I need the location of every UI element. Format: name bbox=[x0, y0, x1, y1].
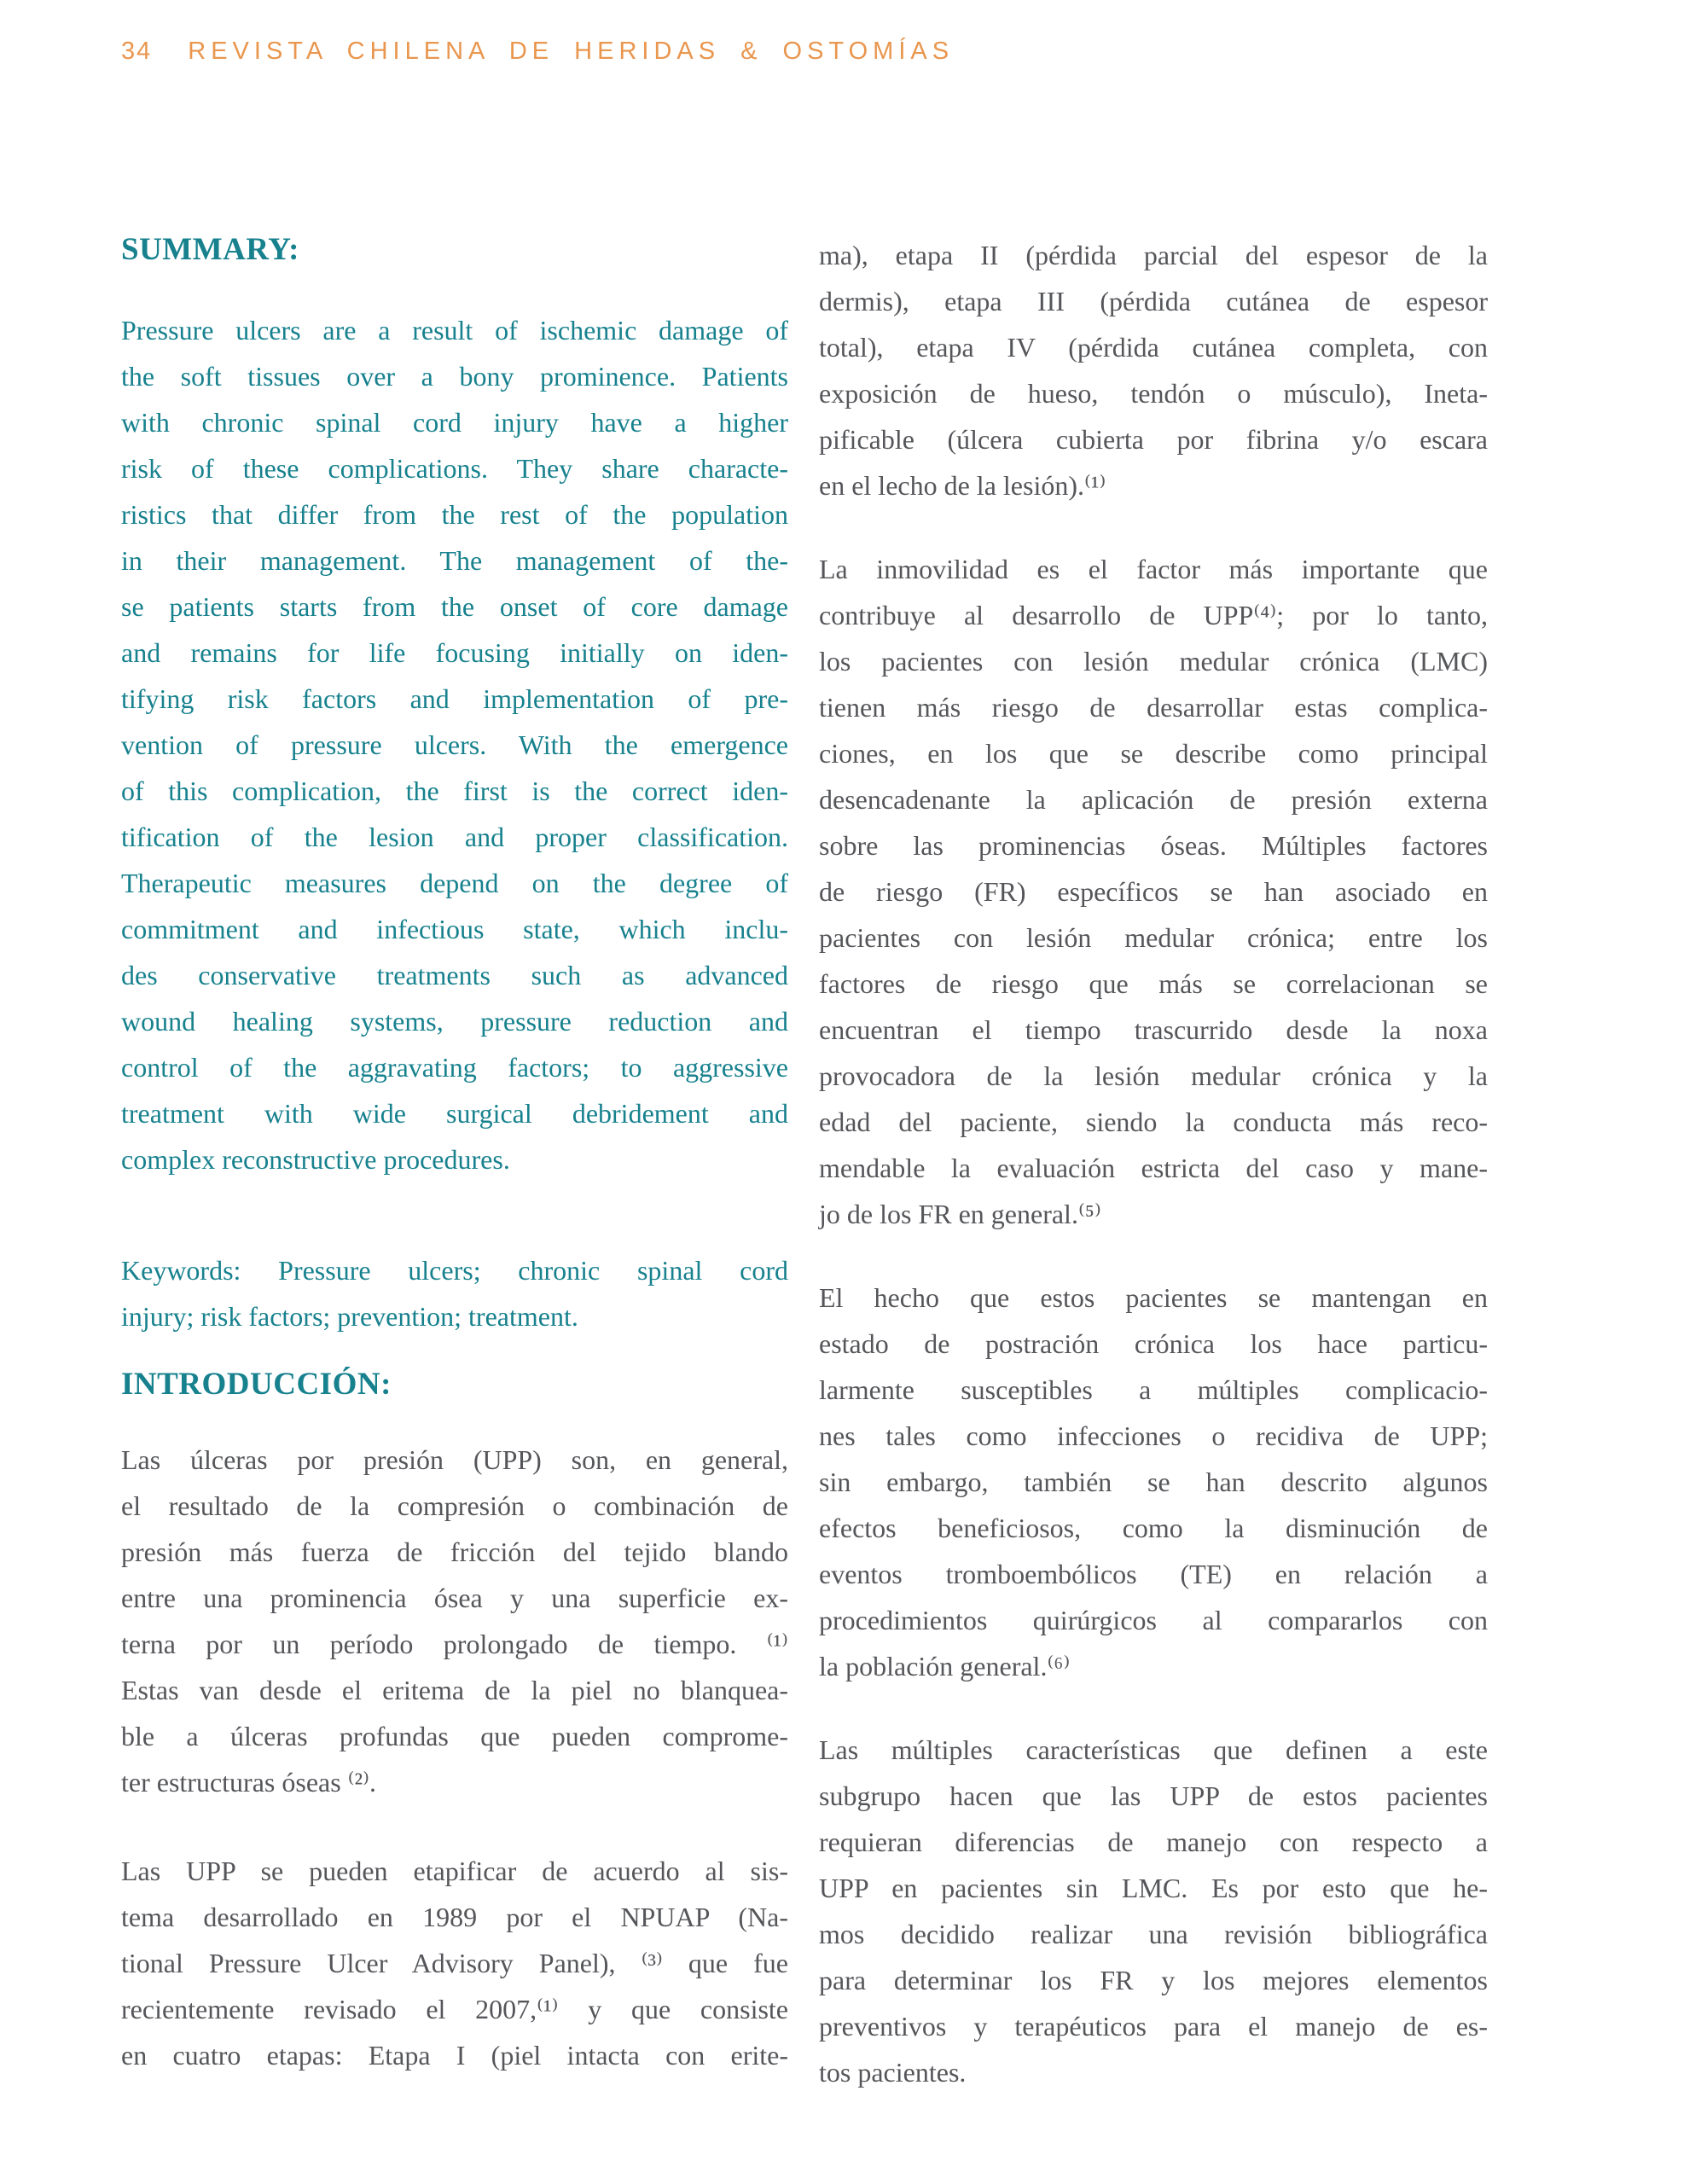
text-line: edad del paciente, siendo la conducta más reco- bbox=[819, 1107, 1488, 1137]
text-line: tos pacientes. bbox=[819, 2057, 967, 2088]
text-line: larmente susceptibles a múltiples complicacio- bbox=[819, 1374, 1488, 1405]
text-line: ter estructuras óseas ⁽²⁾. bbox=[121, 1767, 376, 1798]
text-line: of this complication, the first is the correct iden- bbox=[121, 775, 788, 806]
text-line: estado de postración crónica los hace particu- bbox=[819, 1328, 1488, 1359]
text-line: el resultado de la compresión o combinación de bbox=[121, 1490, 788, 1521]
summary-paragraph bbox=[121, 307, 788, 1182]
right-column bbox=[819, 232, 1488, 2133]
text-line: complex reconstructive procedures. bbox=[121, 1144, 510, 1175]
text-line: nes tales como infecciones o recidiva de UPP; bbox=[819, 1420, 1488, 1451]
text-line: se patients starts from the onset of core damage bbox=[121, 591, 788, 622]
text-line: injury; risk factors; prevention; treatment. bbox=[121, 1301, 578, 1332]
text-line: commitment and infectious state, which inclu- bbox=[121, 914, 788, 944]
text-line: recientemente revisado el 2007,⁽¹⁾ y que consiste bbox=[121, 1994, 788, 2024]
text-line: tienen más riesgo de desarrollar estas complica- bbox=[819, 692, 1488, 723]
text-line: eventos tromboembólicos (TE) en relación a bbox=[819, 1559, 1488, 1589]
text-line: mos decidido realizar una revisión bibliográfica bbox=[819, 1919, 1488, 1949]
text-line: control of the aggravating factors; to aggressive bbox=[121, 1052, 788, 1083]
text-line: Las múltiples características que definen a este bbox=[819, 1734, 1488, 1765]
summary-heading: SUMMARY: bbox=[121, 232, 299, 267]
text-line: tional Pressure Ulcer Advisory Panel), ⁽³⁾ que fue bbox=[121, 1948, 788, 1978]
journal-title: REVISTA CHILENA DE HERIDAS & OSTOMÍAS bbox=[188, 38, 955, 65]
text-line: exposición de hueso, tendón o músculo), Ineta- bbox=[819, 378, 1488, 409]
text-line: wound healing systems, pressure reduction and bbox=[121, 1006, 788, 1037]
text-line: La inmovilidad es el factor más importante que bbox=[819, 554, 1488, 584]
text-line: contribuye al desarrollo de UPP⁽⁴⁾; por lo tanto, bbox=[819, 600, 1488, 630]
text-line: vention of pressure ulcers. With the emergence bbox=[121, 729, 788, 760]
page-number: 34 bbox=[121, 38, 153, 65]
text-line: tification of the lesion and proper classification. bbox=[121, 822, 788, 852]
text-line: jo de los FR en general.⁽⁵⁾ bbox=[819, 1199, 1101, 1229]
text-line: Therapeutic measures depend on the degree of bbox=[121, 868, 788, 898]
text-line: pificable (úlcera cubierta por fibrina y/o escara bbox=[819, 424, 1488, 455]
left-column bbox=[121, 232, 788, 2078]
text-line: Las UPP se pueden etapificar de acuerdo al sis- bbox=[121, 1856, 788, 1886]
text-line: Estas van desde el eritema de la piel no blanquea- bbox=[121, 1675, 788, 1705]
text-line: the soft tissues over a bony prominence. Patients bbox=[121, 361, 788, 392]
text-line: UPP en pacientes sin LMC. Es por esto que he- bbox=[819, 1873, 1488, 1903]
body-paragraph-3 bbox=[819, 1275, 1488, 1689]
text-line: pacientes con lesión medular crónica; entre los bbox=[819, 922, 1488, 953]
text-line: provocadora de la lesión medular crónica y la bbox=[819, 1060, 1488, 1091]
text-line: with chronic spinal cord injury have a higher bbox=[121, 407, 788, 438]
text-line: terna por un período prolongado de tiempo. ⁽¹⁾ bbox=[121, 1629, 788, 1659]
text-line: treatment with wide surgical debridement and bbox=[121, 1098, 788, 1129]
text-line: en cuatro etapas: Etapa I (piel intacta con erite- bbox=[121, 2040, 788, 2071]
text-line: para determinar los FR y los mejores elementos bbox=[819, 1965, 1488, 1995]
text-line: dermis), etapa III (pérdida cutánea de espesor bbox=[819, 286, 1488, 317]
text-line: Las úlceras por presión (UPP) son, en general, bbox=[121, 1444, 788, 1475]
text-line: desencadenante la aplicación de presión externa bbox=[819, 784, 1488, 815]
text-line: and remains for life focusing initially on iden- bbox=[121, 637, 788, 668]
text-line: los pacientes con lesión medular crónica (LMC) bbox=[819, 646, 1488, 677]
page-header bbox=[121, 38, 954, 66]
text-line: requieran diferencias de manejo con respecto a bbox=[819, 1827, 1488, 1857]
text-line: procedimientos quirúrgicos al compararlos con bbox=[819, 1605, 1488, 1635]
text-line: ristics that differ from the rest of the population bbox=[121, 499, 788, 530]
text-line: ciones, en los que se describe como principal bbox=[819, 738, 1488, 769]
text-line: de riesgo (FR) específicos se han asociado en bbox=[819, 876, 1488, 907]
text-line: total), etapa IV (pérdida cutánea completa, con bbox=[819, 332, 1488, 363]
text-line: presión más fuerza de fricción del tejido blando bbox=[121, 1536, 788, 1567]
text-line: encuentran el tiempo trascurrido desde la noxa bbox=[819, 1014, 1488, 1045]
text-line: Pressure ulcers are a result of ischemic damage of bbox=[121, 315, 788, 346]
text-line: sin embargo, también se han descrito algunos bbox=[819, 1467, 1488, 1497]
text-line: ble a úlceras profundas que pueden comprome- bbox=[121, 1721, 788, 1751]
text-line: tifying risk factors and implementation of pre- bbox=[121, 683, 788, 714]
text-line: efectos beneficiosos, como la disminución de bbox=[819, 1513, 1488, 1543]
text-line: subgrupo hacen que las UPP de estos pacientes bbox=[819, 1780, 1488, 1811]
text-line: risk of these complications. They share characte- bbox=[121, 453, 788, 484]
text-line: des conservative treatments such as advanced bbox=[121, 960, 788, 990]
text-line: sobre las prominencias óseas. Múltiples factores bbox=[819, 830, 1488, 861]
text-line: mendable la evaluación estricta del caso y mane- bbox=[819, 1153, 1488, 1183]
introduction-paragraph-2 bbox=[121, 1848, 788, 2078]
text-line: en el lecho de la lesión).⁽¹⁾ bbox=[819, 470, 1106, 501]
introduction-paragraph-1 bbox=[121, 1437, 788, 1805]
text-line: Keywords: Pressure ulcers; chronic spinal cord bbox=[121, 1255, 788, 1286]
text-line: preventivos y terapéuticos para el manejo de es- bbox=[819, 2011, 1488, 2042]
text-line: ma), etapa II (pérdida parcial del espesor de la bbox=[819, 240, 1488, 270]
keywords-paragraph bbox=[121, 1247, 788, 1339]
text-line: entre una prominencia ósea y una superficie ex- bbox=[121, 1583, 788, 1613]
text-line: factores de riesgo que más se correlacionan se bbox=[819, 968, 1488, 999]
text-line: El hecho que estos pacientes se mantengan en bbox=[819, 1282, 1488, 1313]
text-line: tema desarrollado en 1989 por el NPUAP (Na- bbox=[121, 1902, 788, 1932]
body-paragraph-4 bbox=[819, 1727, 1488, 2095]
body-paragraph-2 bbox=[819, 546, 1488, 1237]
text-line: la población general.⁽⁶⁾ bbox=[819, 1651, 1071, 1682]
text-line: in their management. The management of the- bbox=[121, 545, 788, 576]
body-paragraph-1 bbox=[819, 232, 1488, 508]
introduction-heading: INTRODUCCIÓN: bbox=[121, 1367, 392, 1402]
